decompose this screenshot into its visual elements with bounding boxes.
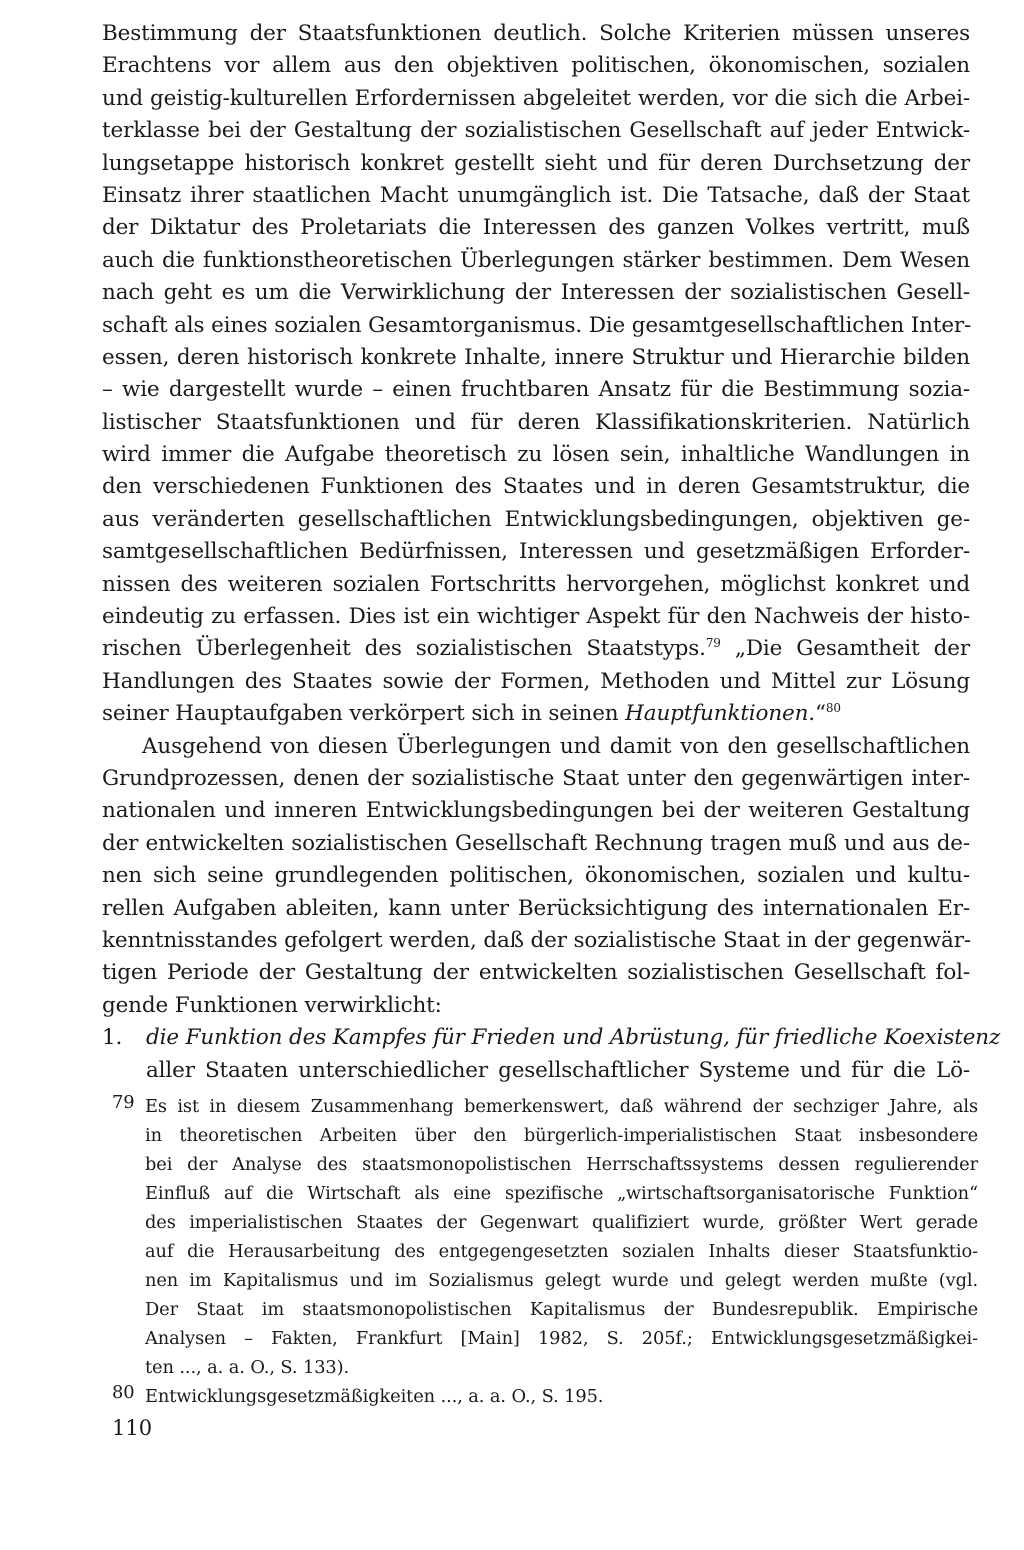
paragraph-1 [102, 18, 970, 633]
footnotes [112, 1092, 978, 1411]
body-line: seiner Hauptaufgaben verkörpert sich in seinen Hauptfunktionen.“$^{80}$ [102, 701, 841, 727]
list-number: 1. [102, 1025, 123, 1051]
footnote-text: Entwicklungsgesetzmäßigkeiten ..., a. a. O., S. 195. [145, 1386, 604, 1407]
list-item-continuation: aller Staaten unterschiedlicher gesellschaftlicher Systeme und für die Lö- [146, 1057, 970, 1083]
body-line: gende Funktionen verwirklicht: [102, 992, 442, 1018]
body-line: Erachtens vor allem aus den objektiven politischen, ökonomischen, sozialen [102, 53, 970, 79]
body-line: terklasse bei der Gestaltung der sozialistischen Gesellschaft auf jeder Entwick- [102, 118, 970, 144]
page-body [102, 18, 1001, 1087]
body-line: auch die funktionstheoretischen Überlegungen stärker bestimmen. Dem Wesen [102, 247, 970, 273]
footnote-line: Es ist in diesem Zusammenhang bemerkenswert, daß während der sechziger Jahre, als [145, 1096, 978, 1117]
footnote-80 [112, 1382, 978, 1411]
footnote-ref-80[interactable]: 80 [825, 701, 841, 716]
footnote-ref-79[interactable]: 79 [705, 636, 721, 651]
body-line: aus veränderten gesellschaftlichen Entwicklungsbedingungen, objektiven ge- [102, 506, 970, 532]
body-line: den verschiedenen Funktionen des Staates und in deren Gesamtstruktur, die [102, 474, 970, 500]
body-line: Einsatz ihrer staatlichen Macht unumgänglich ist. Die Tatsache, daß der Staat [102, 182, 970, 208]
footnote-line: nen im Kapitalismus und im Sozialismus gelegt wurde und gelegt werden mußte (vgl. [145, 1270, 978, 1291]
body-line: der entwickelten sozialistischen Gesellschaft Rechnung tragen muß und aus de- [102, 830, 970, 856]
footnote-text [145, 1092, 978, 1382]
body-line: – wie dargestellt wurde – einen fruchtbaren Ansatz für die Bestimmung sozia- [102, 377, 970, 403]
body-line: schaft als eines sozialen Gesamtorganismus. Die gesamtgesellschaftlichen Inter- [102, 312, 972, 338]
footnote-line: ten ..., a. a. O., S. 133). [145, 1357, 350, 1378]
body-line: samtgesellschaftlichen Bedürfnissen, Interessen und gesetzmäßigen Erforder- [102, 539, 970, 565]
list-item-text: die Funktion des Kampfes für Frieden und Abrüstung, für friedliche Koexistenz [146, 1025, 1001, 1051]
body-line: nach geht es um die Verwirklichung der Interessen der sozialistischen Gesell- [102, 280, 970, 306]
footnote-number: 79 [112, 1092, 135, 1113]
footnote-line: Der Staat im staatsmonopolistischen Kapitalismus der Bundesrepublik. Empirische [145, 1299, 978, 1320]
body-line: wird immer die Aufgabe theoretisch zu lösen sein, inhaltliche Wandlungen in [102, 442, 970, 468]
body-line: Bestimmung der Staatsfunktionen deutlich. Solche Kriterien müssen unseres [102, 21, 970, 46]
footnote-line: Analysen – Fakten, Frankfurt [Main] 1982, S. 205f.; Entwicklungsgesetzmäßigkei- [145, 1328, 978, 1349]
body-line: Grundprozessen, denen der sozialistische Staat unter den gegenwärtigen inter- [102, 765, 970, 791]
body-line: Handlungen des Staates sowie der Formen, Methoden und Mittel zur Lösung [102, 668, 970, 694]
body-line: kenntnisstandes gefolgert werden, daß der sozialistische Staat in der gegenwär- [102, 927, 971, 953]
body-line: der Diktatur des Proletariats die Interessen des ganzen Volkes vertritt, muß [102, 215, 970, 241]
footnote-line: des imperialistischen Staates der Gegenwart qualifiziert wurde, größter Wert gerade [145, 1212, 978, 1233]
footnote-line: Einfluß auf die Wirtschaft als eine spezifische „wirtschaftsorganisatorische Funktion“ [145, 1183, 978, 1204]
footnote-line: auf die Herausarbeitung des entgegengesetzten sozialen Inhalts dieser Staatsfunktio- [145, 1241, 978, 1262]
list-item-1 [102, 1022, 1001, 1087]
footnote-line: in theoretischen Arbeiten über den bürgerlich-imperialistischen Staat insbesondere [145, 1125, 978, 1146]
body-line: listischer Staatsfunktionen und für deren Klassifikationskriterien. Natürlich [102, 409, 970, 435]
body-line: Ausgehend von diesen Überlegungen und damit von den gesellschaftlichen [142, 733, 970, 759]
body-line: tigen Periode der Gestaltung der entwickelten sozialistischen Gesellschaft fol- [102, 960, 970, 986]
footnote-number: 80 [112, 1382, 135, 1403]
body-line: rellen Aufgaben ableiten, kann unter Berücksichtigung des internationalen Er- [102, 895, 970, 921]
list-item-first-line [102, 1022, 1001, 1054]
body-line: nissen des weiteren sozialen Fortschritts hervorgehen, möglichst konkret und [102, 571, 970, 597]
footnote-line: bei der Analyse des staatsmonopolistischen Herrschaftssystems dessen regulierender [145, 1154, 978, 1175]
body-line: nationalen und inneren Entwicklungsbedingungen bei der weiteren Gestaltung [102, 798, 970, 824]
body-line: eindeutig zu erfassen. Dies ist ein wichtiger Aspekt für den Nachweis der histo- [102, 604, 970, 630]
body-line: nen sich seine grundlegenden politischen, ökonomischen, sozialen und kultu- [102, 863, 970, 889]
paragraph-2 [102, 731, 970, 1023]
footnote-79 [112, 1092, 978, 1382]
page-number: 110 [112, 1416, 153, 1440]
body-line: rischen Überlegenheit des sozialistischen Staatstyps.$^{79}$ „Die Gesamtheit der [102, 636, 970, 662]
body-line: essen, deren historisch konkrete Inhalte, innere Struktur und Hierarchie bilden [102, 344, 970, 370]
body-line: und geistig-kulturellen Erfordernissen abgeleitet werden, vor die sich die Arbei- [102, 85, 970, 111]
body-line: lungsetappe historisch konkret gestellt sieht und für deren Durchsetzung der [102, 150, 970, 176]
